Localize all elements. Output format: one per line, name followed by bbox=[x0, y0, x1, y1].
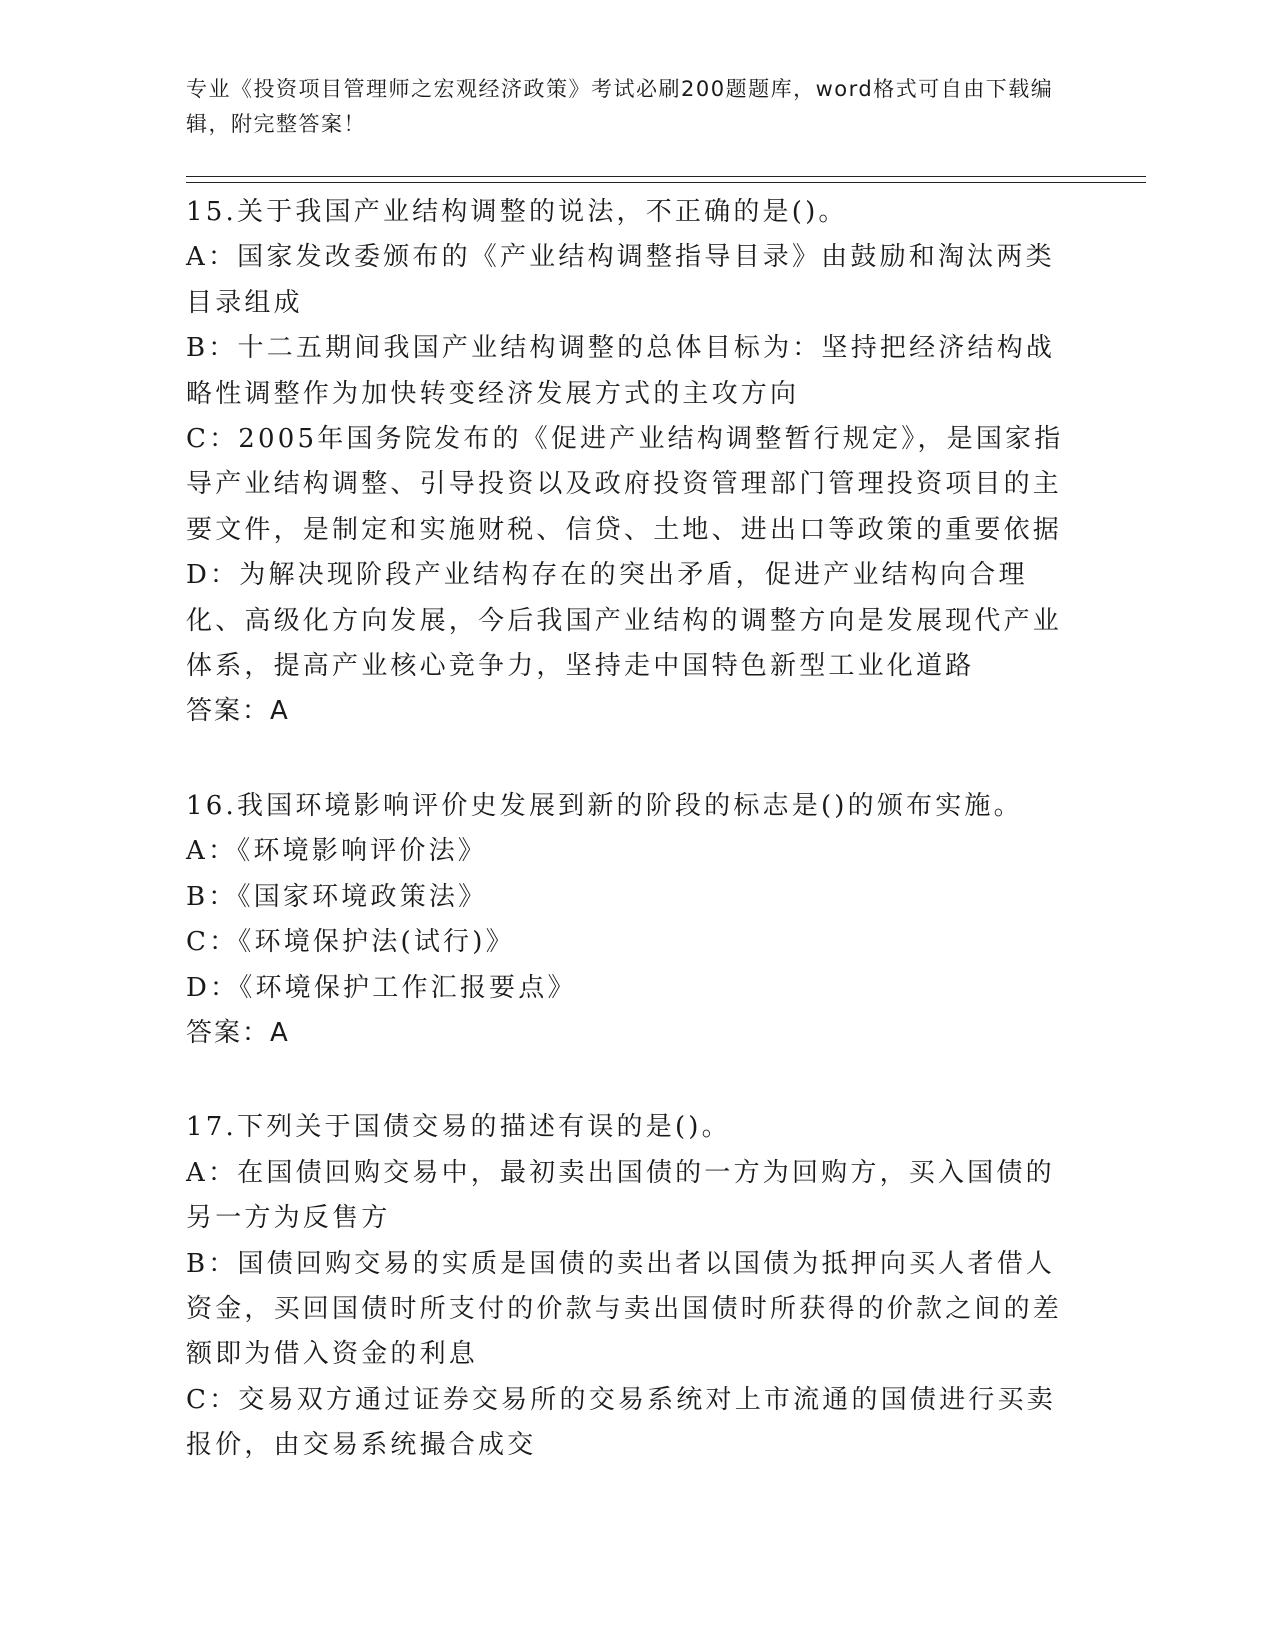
answer: 答案：A bbox=[186, 1017, 290, 1048]
question-15 bbox=[186, 190, 1076, 735]
document-header bbox=[186, 72, 1066, 142]
question-list bbox=[186, 190, 1076, 1469]
option-d: D：《环境保护工作汇报要点》 bbox=[186, 972, 577, 1003]
header-rule-bottom bbox=[186, 182, 1146, 183]
question-stem: 17.下列关于国债交易的描述有误的是()。 bbox=[186, 1112, 731, 1143]
question-stem: 16.我国环境影响评价史发展到新的阶段的标志是()的颁布实施。 bbox=[186, 790, 1023, 821]
option-a: A：国家发改委颁布的《产业结构调整指导目录》由鼓励和淘汰两类目录组成 bbox=[186, 242, 1055, 318]
question-17 bbox=[186, 1105, 1076, 1468]
header-text: 专业《投资项目管理师之宏观经济政策》考试必刷200题题库，word格式可自由下载编辑，附完整答案！ bbox=[186, 77, 1054, 136]
question-spacer bbox=[186, 735, 1076, 784]
answer: 答案：A bbox=[186, 696, 290, 727]
option-b: B：十二五期间我国产业结构调整的总体目标为：坚持把经济结构战略性调整作为加快转变经济发展方式的主攻方向 bbox=[186, 333, 1056, 409]
option-a: A：在国债回购交易中，最初卖出国债的一方为回购方，买入国债的另一方为反售方 bbox=[186, 1157, 1055, 1234]
option-b: B：《国家环境政策法》 bbox=[186, 881, 488, 912]
question-stem: 15.关于我国产业结构调整的说法，不正确的是()。 bbox=[186, 197, 848, 227]
option-a: A：《环境影响评价法》 bbox=[186, 836, 487, 867]
question-spacer bbox=[186, 1056, 1076, 1105]
option-d: D：为解决现阶段产业结构存在的突出矛盾，促进产业结构向合理化、高级化方向发展，今后我国产业结构的调整方向是发展现代产业体系，提高产业核心竞争力，坚持走中国特色新型工业化道路 bbox=[186, 560, 1063, 682]
option-c: C：交易双方通过证券交易所的交易系统对上市流通的国债进行买卖报价，由交易系统撮合成交 bbox=[186, 1384, 1056, 1461]
option-c: C：《环境保护法(试行)》 bbox=[186, 927, 515, 958]
question-16 bbox=[186, 784, 1076, 1056]
option-b: B：国债回购交易的实质是国债的卖出者以国债为抵押向买人者借人资金，买回国债时所支付的价款与卖出国债时所获得的价款之间的差额即为借入资金的利息 bbox=[186, 1248, 1063, 1370]
header-rule-top bbox=[186, 176, 1146, 177]
option-c: C：2005年国务院发布的《促进产业结构调整暂行规定》，是国家指导产业结构调整、引导投资以及政府投资管理部门管理投资项目的主要文件，是制定和实施财税、信贷、土地、进出口等政策的重要依据 bbox=[186, 424, 1064, 545]
